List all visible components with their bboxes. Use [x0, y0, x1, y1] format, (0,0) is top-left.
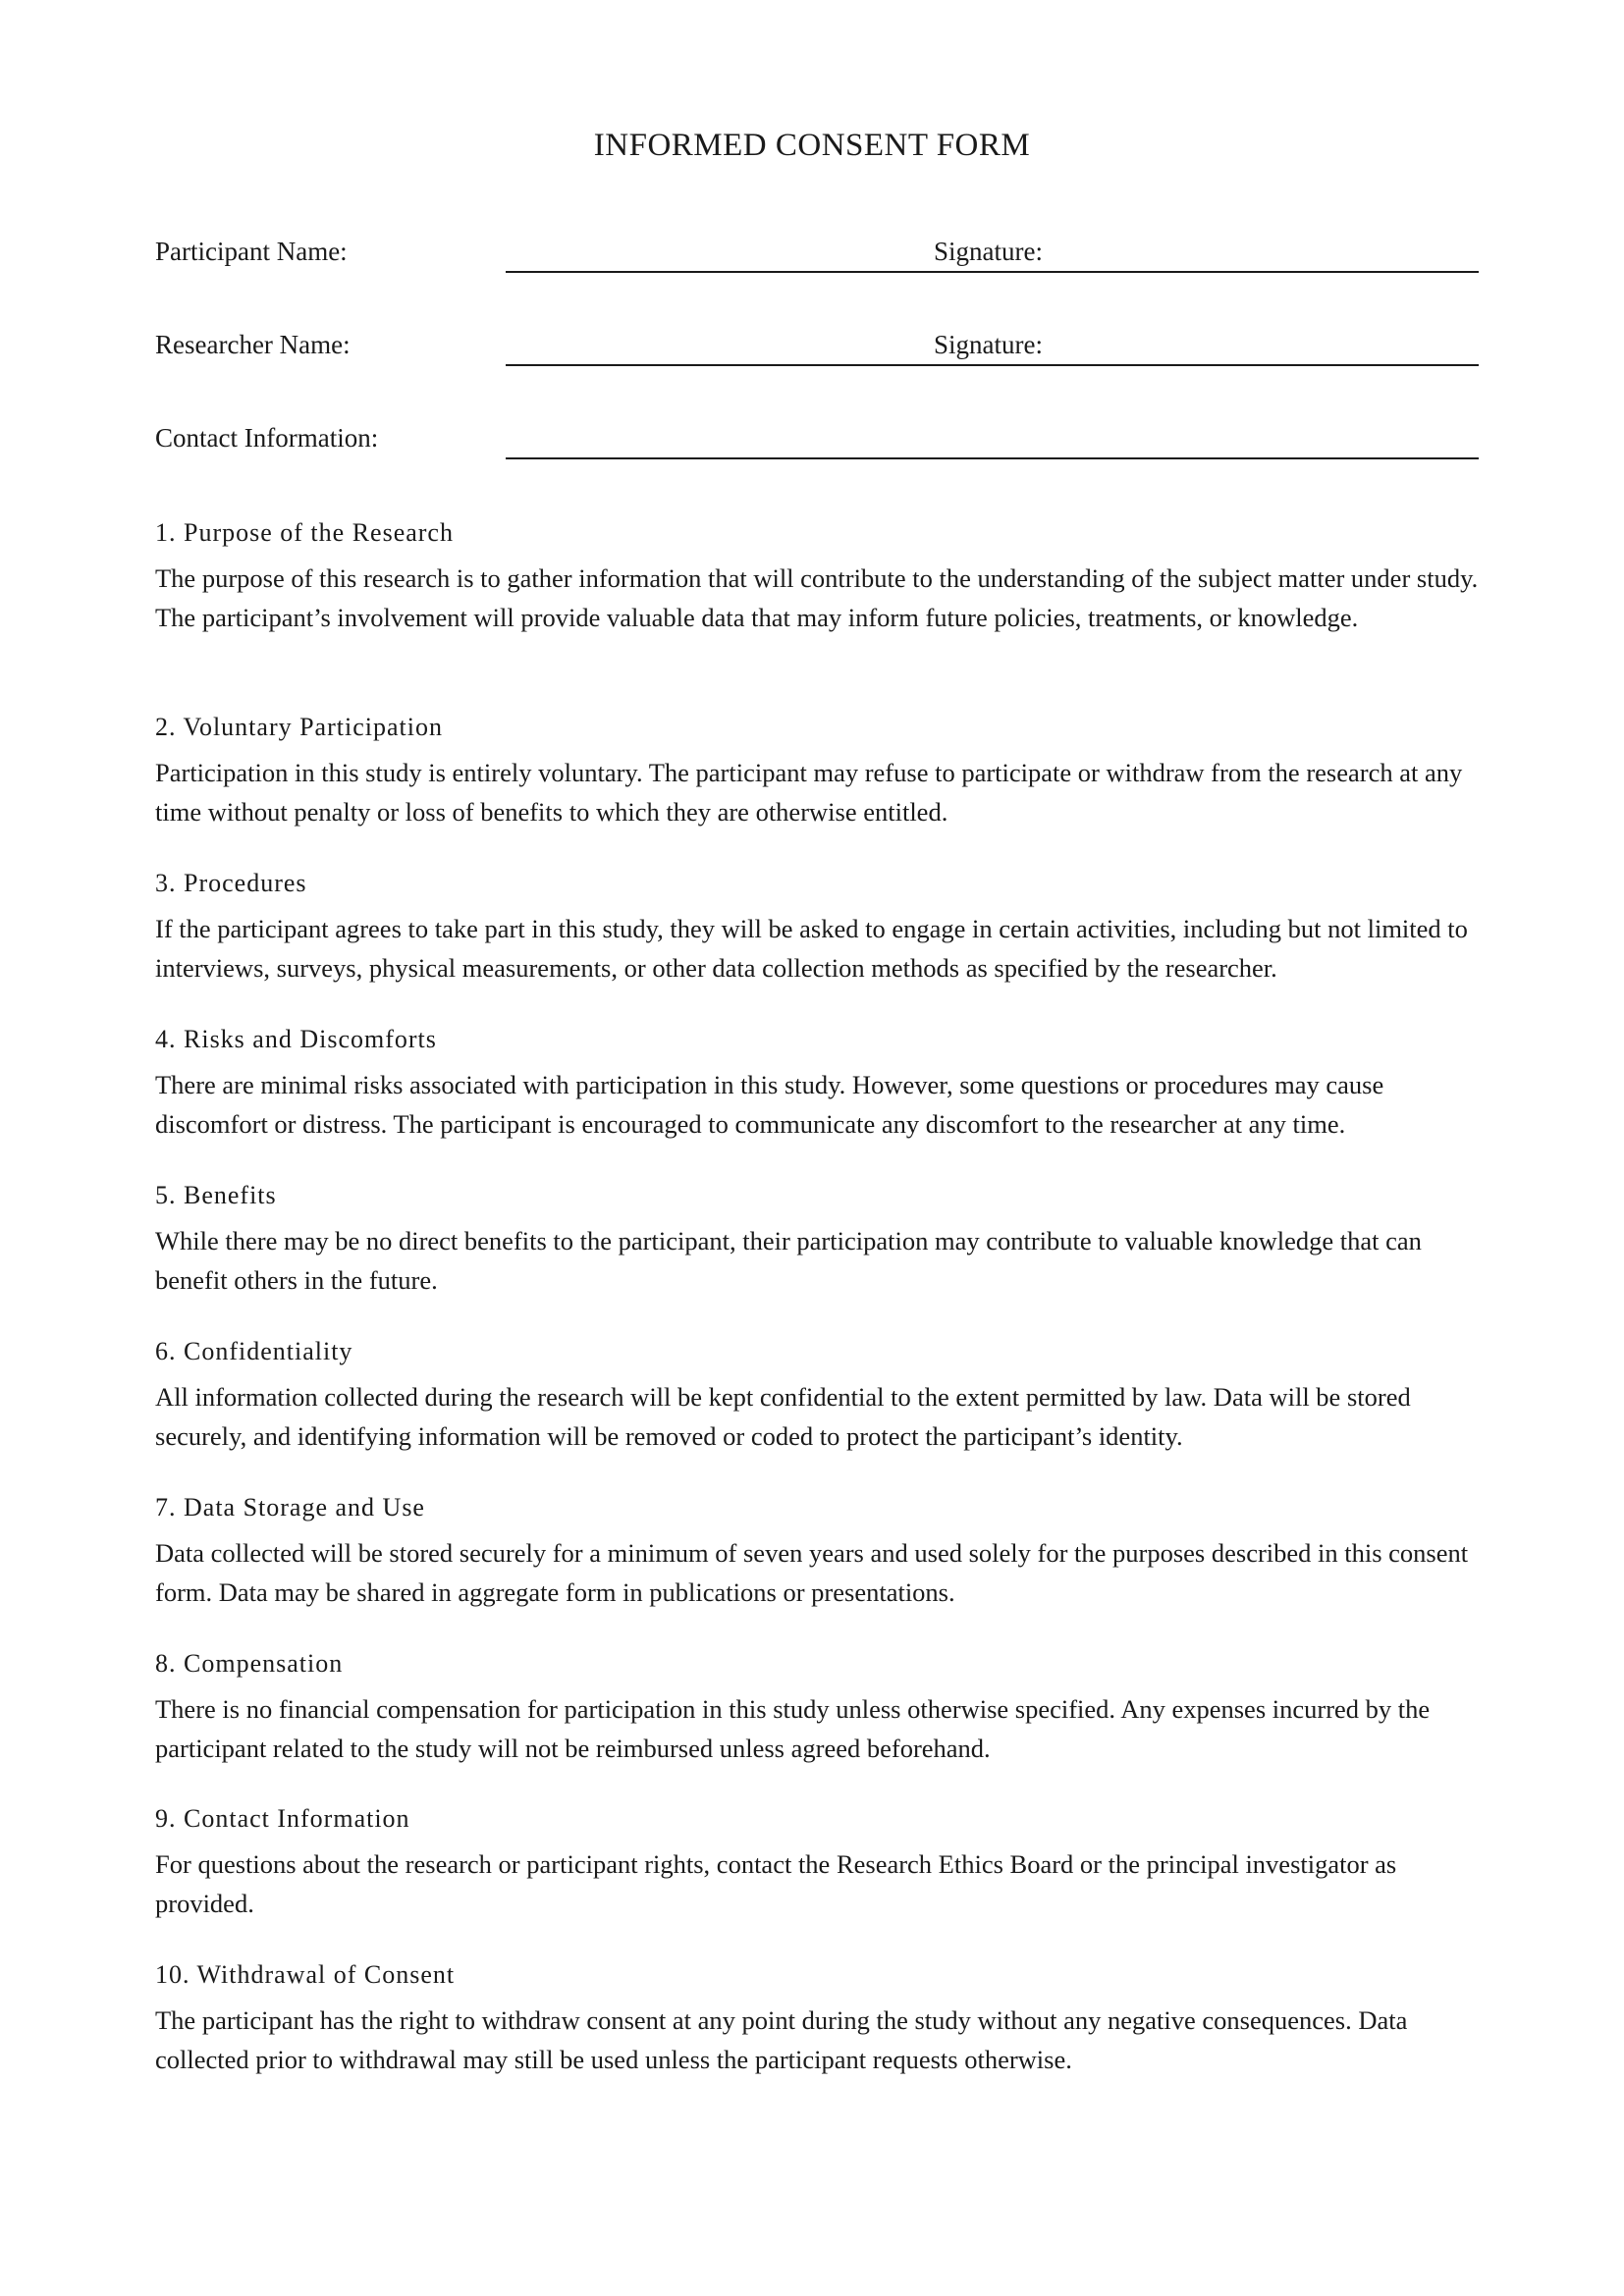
researcher-signature-label: Signature:: [934, 330, 1043, 359]
section-heading: 9. Contact Information: [155, 1804, 410, 1833]
participant-name-label: Participant Name:: [155, 237, 348, 266]
section-heading: 2. Voluntary Participation: [155, 713, 443, 741]
section-body: While there may be no direct benefits to the participant, their participation may contribute to valuable knowledge that can benefit others in the future.: [155, 1226, 1422, 1295]
section-withdrawal: [155, 1959, 1481, 2079]
section-heading: 8. Compensation: [155, 1649, 344, 1678]
contact-information-field[interactable]: [506, 418, 1479, 459]
contact-row: [155, 400, 1479, 459]
section-benefits: [155, 1180, 1481, 1300]
section-voluntary-participation: [155, 712, 1481, 831]
section-body: All information collected during the research will be kept confidential to the extent permitted by law. Data will be stored securely, and identifying information will be removed or coded to protect the participant’s identity.: [155, 1382, 1411, 1451]
section-compensation: [155, 1648, 1481, 1768]
section-body: The participant has the right to withdraw consent at any point during the study without any negative consequences. Data collected prior to withdrawal may still be used unless the participant requests otherwise.: [155, 2005, 1408, 2074]
contact-information-label: Contact Information:: [155, 423, 379, 453]
section-body: Data collected will be stored securely for a minimum of seven years and used solely for the purposes described in this consent form. Data may be shared in aggregate form in publications or presentations.: [155, 1538, 1469, 1607]
section-heading: 7. Data Storage and Use: [155, 1493, 425, 1522]
researcher-row: [155, 307, 1479, 366]
section-body: For questions about the research or participant rights, contact the Research Ethics Board or the principal investigator as provided.: [155, 1849, 1397, 1918]
section-confidentiality: [155, 1336, 1481, 1456]
section-data-storage: [155, 1492, 1481, 1612]
participant-signature-label: Signature:: [934, 237, 1043, 266]
researcher-name-label: Researcher Name:: [155, 330, 351, 359]
section-body: There are minimal risks associated with participation in this study. However, some questions or procedures may cause discomfort or distress. The participant is encouraged to communicate any discomfort to the researcher at any time.: [155, 1070, 1384, 1139]
section-body: There is no financial compensation for participation in this study unless otherwise specified. Any expenses incurred by the participant related to the study will not be reimbursed unless agreed beforehand.: [155, 1694, 1431, 1763]
section-heading: 3. Procedures: [155, 869, 307, 897]
section-heading: 4. Risks and Discomforts: [155, 1025, 437, 1053]
section-procedures: [155, 868, 1481, 988]
participant-row: [155, 214, 1479, 273]
page-title: INFORMED CONSENT FORM: [593, 128, 1031, 163]
section-heading: 10. Withdrawal of Consent: [155, 1960, 456, 1989]
section-heading: 1. Purpose of the Research: [155, 518, 454, 547]
section-body: Participation in this study is entirely voluntary. The participant may refuse to participate or withdraw from the research at any time without penalty or loss of benefits to which they are otherwise entitled.: [155, 758, 1463, 827]
section-heading: 5. Benefits: [155, 1181, 277, 1209]
section-risks: [155, 1024, 1481, 1144]
section-body: The purpose of this research is to gather information that will contribute to the understanding of the subject matter under study. The participant’s involvement will provide valuable data that may inform future policies, treatments, or knowledge.: [155, 563, 1479, 632]
section-heading: 6. Confidentiality: [155, 1337, 353, 1365]
section-body: If the participant agrees to take part in this study, they will be asked to engage in certain activities, including but not limited to interviews, surveys, physical measurements, or other data collection methods as specified by the researcher.: [155, 914, 1468, 983]
section-contact-information: [155, 1803, 1481, 1923]
section-purpose: [155, 517, 1481, 637]
